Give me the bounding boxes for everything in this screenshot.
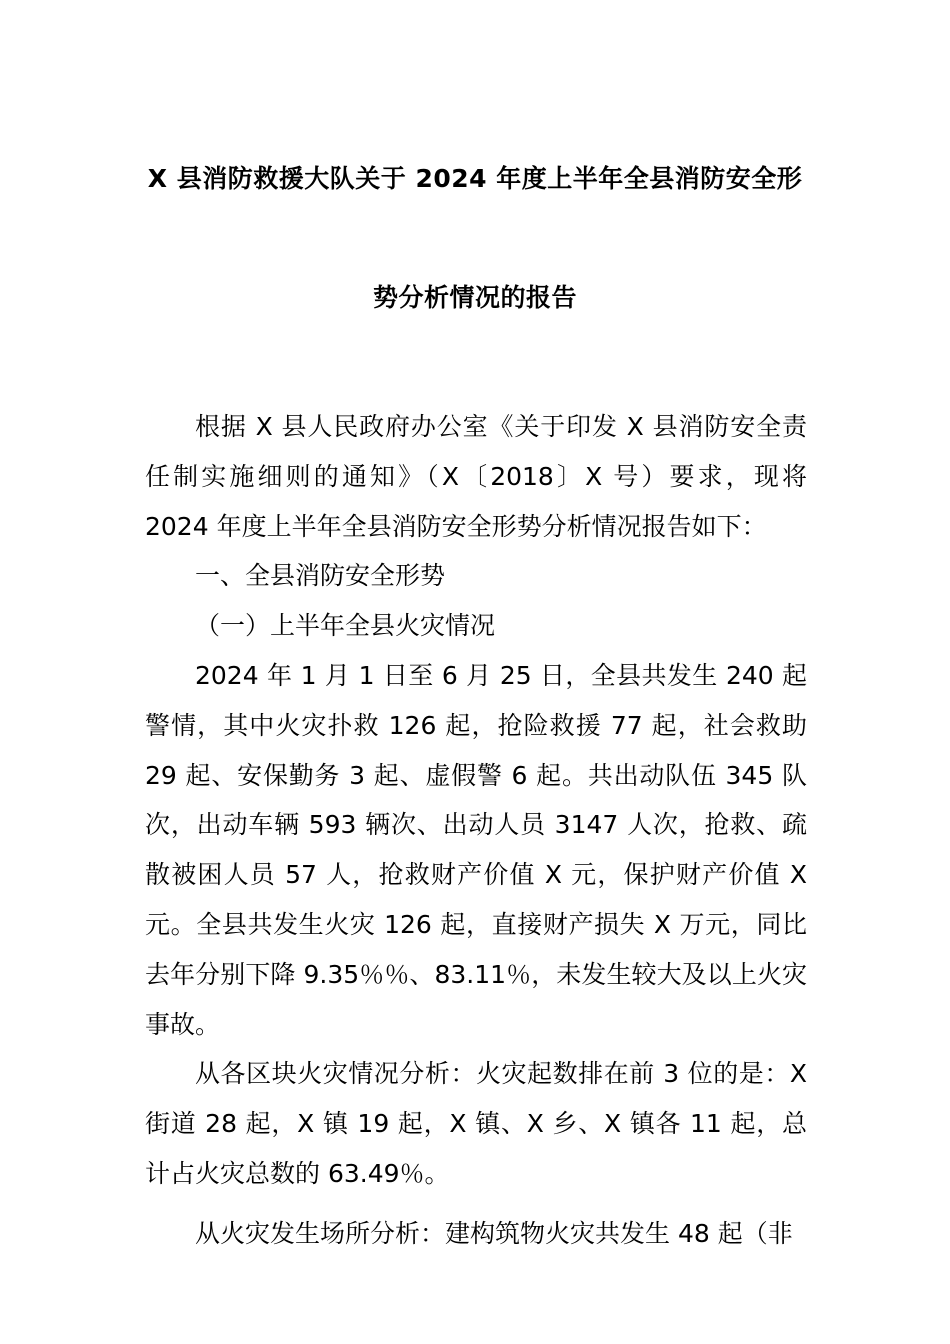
document-title-line-2: 势分析情况的报告 [372,283,577,312]
document-body [145,402,807,1259]
paragraph-statistics: 2024 年 1 月 1 日至 6 月 25 日，全县共发生 240 起警情，其中火灾扑救 126 起，抢险救援 77 起，社会救助 29 起、安保勤务 3 起、虚假警 6 起。共出动队伍 345 队次，出动车辆 593 辆次、出动人员 3147 人次，抢救、疏散被困人员 57 人，抢救财产价值 X 元，保护财产价值 X 元。全县共发生火灾 126 起，直接财产损失 X 万元，同比去年分别下降 9.35％％、83.11％，未发生较大及以上火灾事故。 [145,660,807,1039]
section-heading: 一、全县消防安全形势 [195,561,446,591]
subsection-heading: （一）上半年全县火灾情况 [195,611,496,641]
document-title-line-1: X 县消防救援大队关于 2024 年度上半年全县消防安全形 [147,164,803,193]
paragraph-location-analysis: 从火灾发生场所分析：建构筑物火灾共发生 48 起（非 [195,1218,793,1248]
paragraph-district-analysis: 从各区块火灾情况分析：火灾起数排在前 3 位的是：X 街道 28 起，X 镇 19 起，X 镇、X 乡、X 镇各 11 起，总计占火灾总数的 63.49％。 [145,1059,807,1188]
paragraph-intro: 根据 X 县人民政府办公室《关于印发 X 县消防安全责任制实施细则的通知》（X〔2018〕X 号）要求，现将 2024 年度上半年全县消防安全形势分析情况报告如下： [145,412,807,541]
